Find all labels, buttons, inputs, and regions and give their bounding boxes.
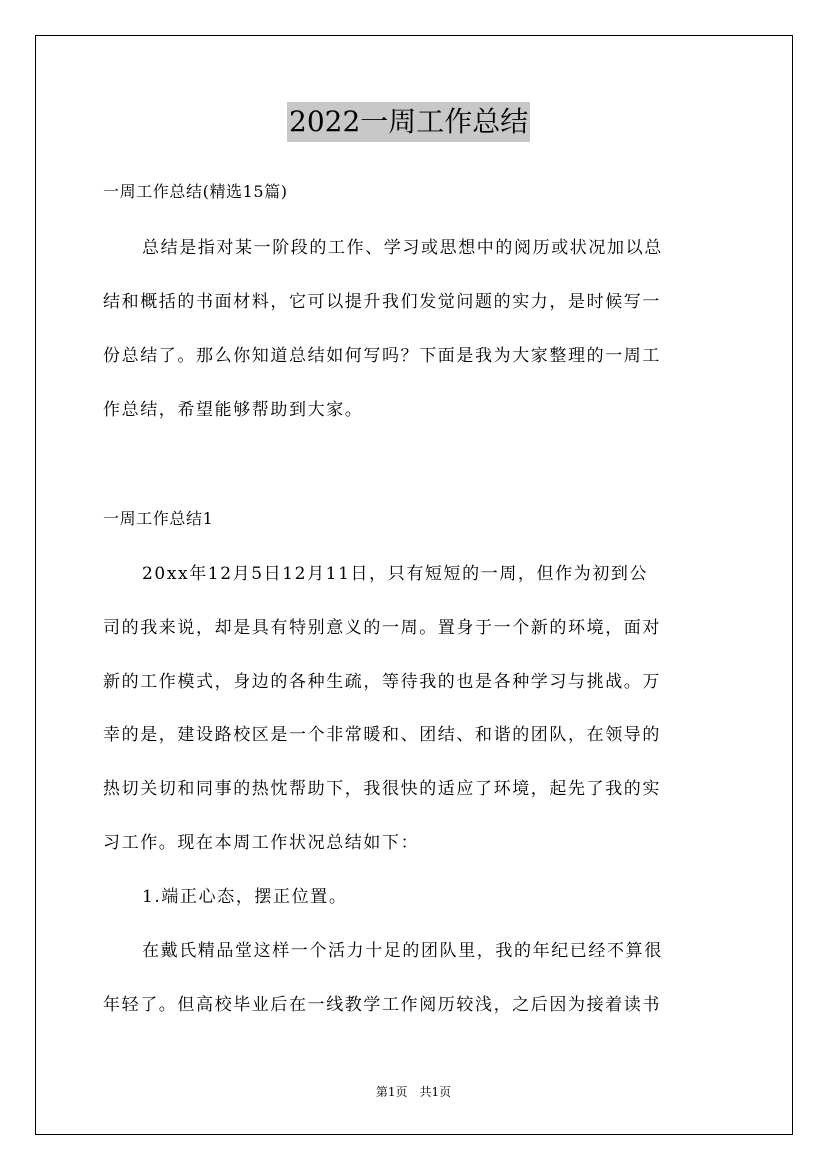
section-line-3: 新的工作模式，身边的各种生疏，等待我的也是各种学习与挑战。万 xyxy=(103,672,661,692)
point-line-2: 年轻了。但高校毕业后在一线教学工作阅历较浅，之后因为接着读书 xyxy=(103,995,661,1015)
page-number: 第1页 xyxy=(375,1085,408,1099)
section-line-5: 热切关切和同事的热忱帮助下，我很快的适应了环境，起先了我的实 xyxy=(103,779,661,799)
point-line-1: 在戴氏精品堂这样一个活力十足的团队里，我的年纪已经不算很 xyxy=(142,941,663,961)
page-footer xyxy=(0,1083,827,1101)
intro-line-1: 总结是指对某一阶段的工作、学习或思想中的阅历或状况加以总 xyxy=(142,238,663,258)
section-line-6: 习工作。现在本周工作状况总结如下： xyxy=(103,833,420,853)
document-subtitle: 一周工作总结(精选15篇) xyxy=(103,182,288,201)
section-line-2: 司的我来说，却是具有特别意义的一周。置身于一个新的环境，面对 xyxy=(103,618,661,638)
intro-line-3: 份总结了。那么你知道总结如何写吗？下面是我为大家整理的一周工 xyxy=(103,346,661,366)
section-line-1: 20xx年12月5日12月11日，只有短短的一周，但作为初到公 xyxy=(142,564,649,584)
section-line-4: 幸的是，建设路校区是一个非常暖和、团结、和谐的团队，在领导的 xyxy=(103,725,661,745)
section-heading: 一周工作总结1 xyxy=(103,509,214,528)
intro-line-4: 作总结，希望能够帮助到大家。 xyxy=(103,400,364,420)
page-total: 共1页 xyxy=(419,1085,452,1099)
point-heading: 1.端正心态，摆正位置。 xyxy=(142,887,348,907)
document-title: 2022一周工作总结 xyxy=(287,102,530,142)
intro-line-2: 结和概括的书面材料，它可以提升我们发觉问题的实力，是时候写一 xyxy=(103,292,661,312)
